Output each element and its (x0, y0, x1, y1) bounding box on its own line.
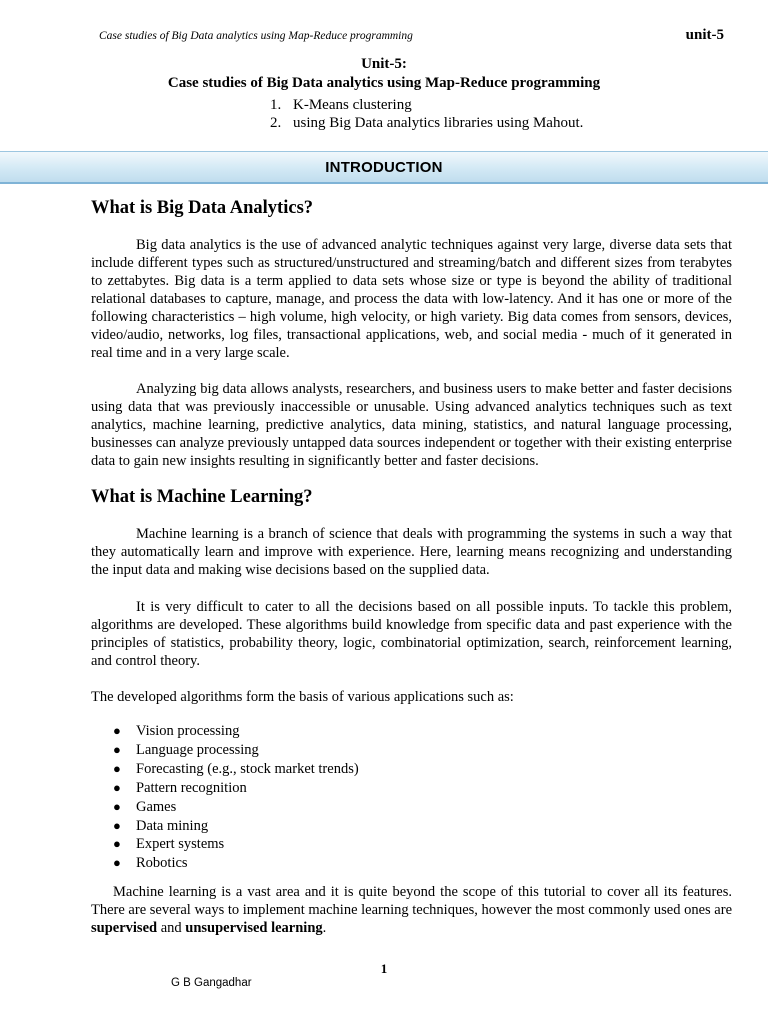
bullet-icon: ● (113, 855, 121, 871)
topic-item (270, 96, 583, 114)
topic-list (270, 96, 583, 132)
list-item-text: Forecasting (e.g., stock market trends) (136, 760, 359, 777)
author-name: G B Gangadhar (171, 977, 252, 989)
list-item-text: Expert systems (136, 836, 225, 853)
topic-number: 1. (270, 97, 282, 113)
closing-text: Machine learning is a vast area and it is quite beyond the scope of this tutorial to cover all its features. There are several ways to implement machine learning techniques, however the most commonly used ones are (91, 884, 733, 918)
applications-list (113, 722, 359, 873)
term-supervised: supervised (91, 920, 158, 936)
bullet-icon: ● (113, 798, 121, 814)
section-banner (0, 151, 768, 184)
list-item-text: Pattern recognition (136, 779, 247, 796)
title-block (0, 55, 768, 93)
unit-label: unit-5 (685, 27, 724, 43)
list-item (113, 722, 359, 741)
running-header: Case studies of Big Data analytics using Map-Reduce programming (99, 30, 413, 42)
list-item (113, 817, 359, 836)
list-item-text: Games (136, 798, 177, 815)
topic-text: using Big Data analytics libraries using Mahout. (293, 115, 584, 131)
closing-text: . (322, 920, 327, 936)
paragraph-ml-applications-intro: The developed algorithms form the basis of various applications such as: (91, 689, 514, 705)
list-item (113, 835, 359, 854)
list-item (113, 854, 359, 873)
heading-machine-learning: What is Machine Learning? (91, 487, 313, 507)
list-item-text: Data mining (136, 817, 209, 834)
paragraph-big-data-definition: Big data analytics is the use of advanced analytic techniques against very large, diverse data sets that include different types such as structured/unstructured and streaming/batch and different sizes from terabytes to zettabytes. Big data is a term applied to data sets whose size or type is beyond the ability of traditional relational databases to capture, manage, and process the data with low-latency. And it has one or more of the following characteristics – high volume, high velocity, or high variety. Big data comes from sensors, devices, video/audio, networks, log files, transactional applications, web, and social media - much of it generated in real time and in a very large scale. (91, 237, 732, 361)
bullet-icon: ● (113, 817, 121, 833)
heading-big-data-analytics: What is Big Data Analytics? (91, 198, 314, 218)
bullet-icon: ● (113, 779, 121, 795)
list-item (113, 741, 359, 760)
list-item (113, 760, 359, 779)
bullet-icon: ● (113, 723, 121, 738)
paragraph-ml-closing (91, 883, 732, 937)
page-title: Case studies of Big Data analytics using Map-Reduce programming (167, 75, 601, 91)
section-banner-label: INTRODUCTION (325, 158, 443, 176)
paragraph-ml-algorithms: It is very difficult to cater to all the decisions based on all possible inputs. To tackle this problem, algorithms are developed. These algorithms build knowledge from specific data and past experience with the principles of statistics, probability theory, logic, combinatorial optimization, search, reinforcement learning, and control theory. (91, 599, 732, 669)
page-number: 1 (380, 961, 388, 976)
topic-item (270, 114, 583, 132)
unit-title: Unit-5: (361, 56, 407, 72)
topic-text: K-Means clustering (293, 97, 412, 113)
closing-text: and (157, 920, 186, 936)
bullet-icon: ● (113, 836, 121, 852)
list-item-text: Vision processing (136, 723, 240, 739)
list-item-text: Language processing (136, 741, 259, 758)
topic-number: 2. (270, 115, 282, 131)
term-unsupervised-learning: unsupervised learning (185, 920, 323, 936)
paragraph-ml-definition: Machine learning is a branch of science that deals with programming the systems in such a way that they automatically learn and improve with experience. Here, learning means recognizing and understanding the input data and making wise decisions based on the supplied data. (91, 526, 732, 578)
bullet-icon: ● (113, 760, 121, 776)
paragraph-big-data-analysis: Analyzing big data allows analysts, researchers, and business users to make better and faster decisions using data that was previously inaccessible or unusable. Using advanced analytics techniques such as text analytics, machine learning, predictive analytics, data mining, statistics, and natural language processing, businesses can analyze previously untapped data sources independent or together with their existing enterprise data to gain new insights resulting in significantly better and faster decisions. (91, 381, 732, 469)
list-item-text: Robotics (136, 855, 188, 872)
list-item (113, 798, 359, 817)
bullet-icon: ● (113, 741, 121, 757)
list-item (113, 779, 359, 798)
